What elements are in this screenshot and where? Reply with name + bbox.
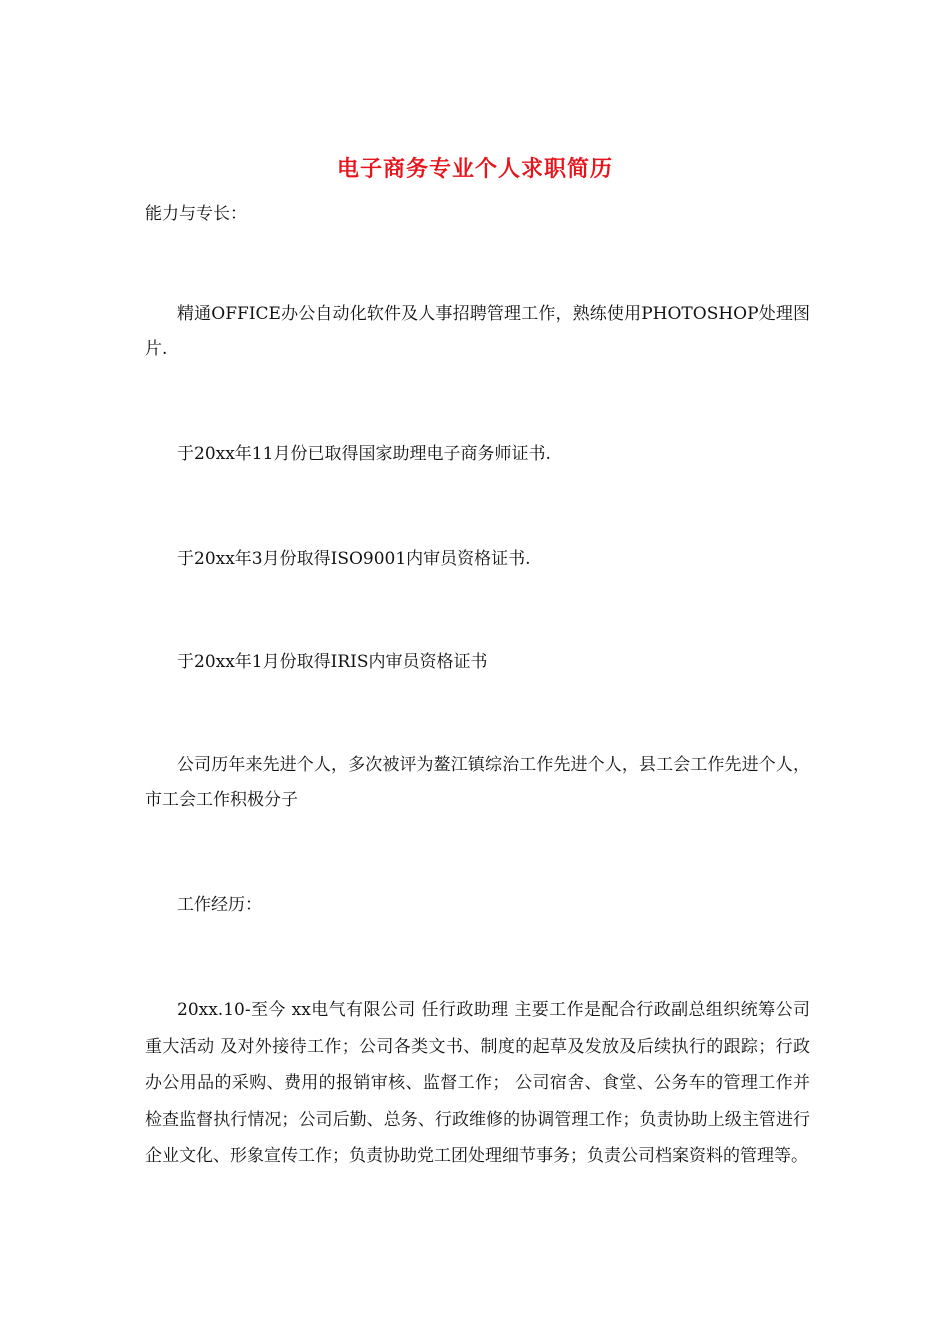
ability-heading: 能力与专长： [145, 204, 247, 224]
skill-paragraph: 精通OFFICE办公自动化软件及人事招聘管理工作，熟练使用PHOTOSHOP处理图片. [145, 304, 810, 359]
honor-paragraph: 公司历年来先进个人，多次被评为鳌江镇综治工作先进个人，县工会工作先进个人，市工会工作积极分子 [145, 755, 810, 810]
certificate-paragraph-3: 于20xx年1月份取得IRIS内审员资格证书 [177, 652, 488, 672]
certificate-paragraph-2: 于20xx年3月份取得ISO9001内审员资格证书. [177, 549, 531, 569]
certificate-paragraph-1: 于20xx年11月份已取得国家助理电子商务师证书. [177, 444, 551, 464]
work-experience-paragraph: 20xx.10-至今 xx电气有限公司 任行政助理 主要工作是配合行政副总组织统筹公司重大活动 及对外接待工作；公司各类文书、制度的起草及发放及后续执行的跟踪；行政办公用品的采购、费用的报销审核、监督工作； 公司宿舍、食堂、公务车的管理工作并检查监督执行情况；公司后勤、总务、行政维修的协调管理工作；负责协助上级主管进行企业文化、形象宣传工作；负责协助党工团处理细节事务；负责公司档案资料的管理等。 [145, 1000, 810, 1166]
document-title: 电子商务专业个人求职简历 [336, 157, 613, 182]
work-experience-heading: 工作经历： [177, 895, 262, 915]
